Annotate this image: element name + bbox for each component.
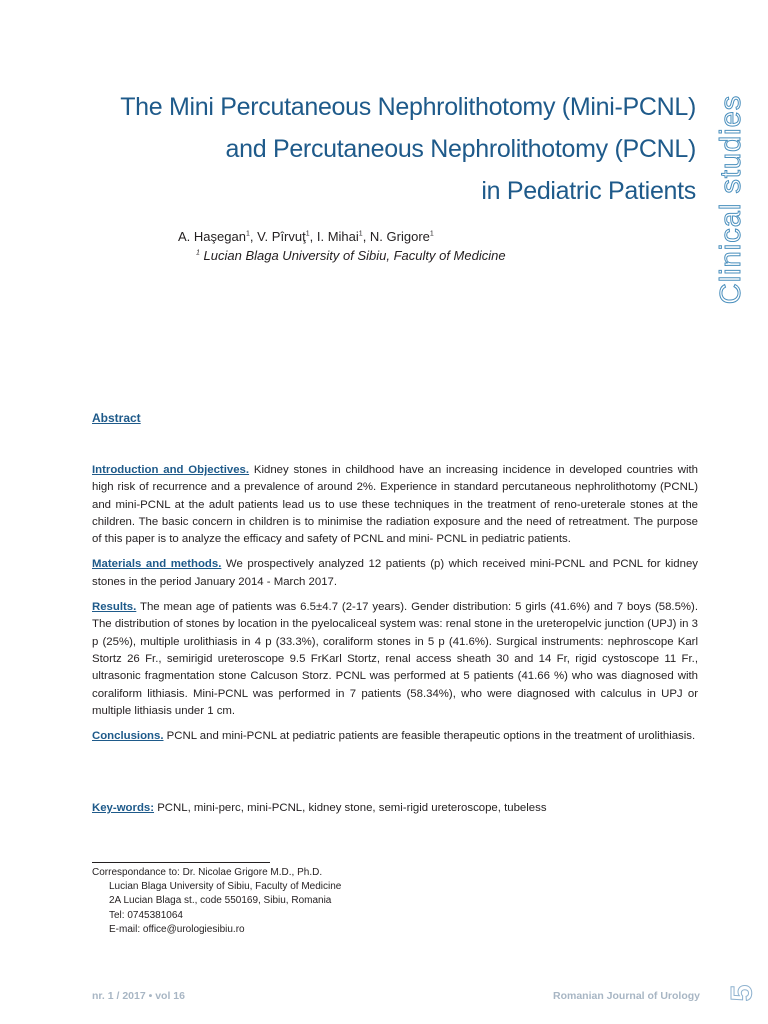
author-sep: ,: [249, 229, 258, 244]
correspondence-line: Tel: 0745381064: [109, 909, 183, 921]
section-tab-label: Clinical studies: [715, 94, 748, 304]
affiliation-text: Lucian Blaga University of Sibiu, Faculty of Medicine: [203, 248, 506, 263]
article-title: [96, 86, 696, 212]
conclusions-paragraph: [92, 728, 698, 745]
methods-text: We prospectively analyzed 12 patients (p) which received mini-PCNL and PCNL for kidney stones in the period January 2014 - March 2017.: [92, 558, 699, 588]
title-line: and Percutaneous Nephrolithotomy (PCNL): [225, 135, 696, 163]
author-sup: 1: [305, 230, 310, 238]
author-name: N. Grigore: [369, 229, 430, 244]
abstract-heading-text: Abstract: [92, 411, 141, 425]
intro-paragraph: [92, 462, 698, 548]
correspondence-email: E-mail: office@urologiesibiu.ro: [109, 923, 245, 935]
affiliation-sup: 1: [196, 249, 200, 257]
intro-text: Kidney stones in childhood have an increasing incidence in developed countries with high risk of recurrence and a prevalence of around 2%. Experience in standard percutaneous nephrolithotomy (PCNL) and mini-PCNL at the adult patients lead us to use these techniques in the treatment of reno-ureterale stones at the children. The basic concern in children is to minimise the radiation exposure and the need of retreatment. The purpose of this paper is to analyze the efficacy and safety of PCNL and mini- PCNL in pediatric patients.: [92, 464, 698, 546]
keywords-text: PCNL, mini-perc, mini-PCNL, kidney stone, semi-rigid ureteroscope, tubeless: [154, 802, 547, 814]
correspondence-line: 2A Lucian Blaga st., code 550169, Sibiu, Romania: [109, 895, 332, 907]
page-number-text: 5: [725, 984, 758, 1002]
footer-journal: Romanian Journal of Urology: [552, 990, 700, 1002]
correspondence-line: Lucian Blaga University of Sibiu, Faculty of Medicine: [109, 881, 342, 893]
author-sep: ,: [309, 229, 317, 244]
keywords-heading: Key-words:: [92, 802, 155, 814]
footer-issue: nr. 1 / 2017 • vol 16: [92, 990, 185, 1002]
author-name: V. Pîrvuţ: [257, 229, 306, 244]
results-text: The mean age of patients was 6.5±4.7 (2-17 years). Gender distribution: 5 girls (41.6%) and 7 boys (58.5%). The distribution of stones by location in the pyelocaliceal system was: renal stone in the ureteropelvic junction (UPJ) in 3 p (25%), multiple urolithiasis in 4 p (33.3%), coraliform stones in 5 p (41.6%). Surgical instruments: nephroscope Karl Stortz 26 Fr., semirigid ureteroscope 9.5 FrKarl Stortz, renal access sheath 30 and 14 Fr, rigid cystoscope 11 Fr., ultrasonic fragmentation stone Calcuson Storz. PCNL was performed at 5 patients (41.66 %) who was diagnosed with coraliform lithiasis. Mini-PCNL was performed in 7 patients (58.34%), who were diagnosed with calculus in UPJ or multiple lithiasis under 1 cm.: [92, 601, 698, 717]
conclusions-heading: Conclusions.: [92, 730, 164, 743]
author-name: A. Haşegan: [178, 229, 246, 244]
author-sep: ,: [362, 229, 370, 244]
keywords: [92, 802, 547, 814]
conclusions-text: PCNL and mini-PCNL at pediatric patients are feasible therapeutic options in the treatment of urolithiasis.: [163, 730, 696, 743]
section-tab: [712, 88, 752, 310]
author-name: I. Mihai: [316, 229, 359, 244]
abstract-heading: [92, 411, 141, 425]
correspondence-block: [92, 866, 341, 937]
author-sup: 1: [245, 230, 250, 238]
methods-paragraph: [92, 556, 698, 591]
author-sup: 1: [429, 230, 434, 238]
author-list: [178, 229, 434, 244]
abstract-body: [92, 462, 698, 753]
title-line: The Mini Percutaneous Nephrolithotomy (Mini-PCNL): [120, 93, 696, 121]
intro-heading: Introduction and Objectives.: [92, 464, 250, 476]
affiliation: [196, 248, 506, 263]
author-sup: 1: [358, 230, 363, 238]
results-heading: Results.: [92, 601, 137, 614]
methods-heading: Materials and methods.: [92, 558, 222, 571]
correspondence-divider: [92, 862, 270, 863]
page-number: [724, 975, 760, 1011]
title-line: in Pediatric Patients: [481, 177, 696, 205]
results-paragraph: [92, 599, 698, 720]
correspondence-line: Correspondance to: Dr. Nicolae Grigore M.D., Ph.D.: [92, 867, 323, 878]
